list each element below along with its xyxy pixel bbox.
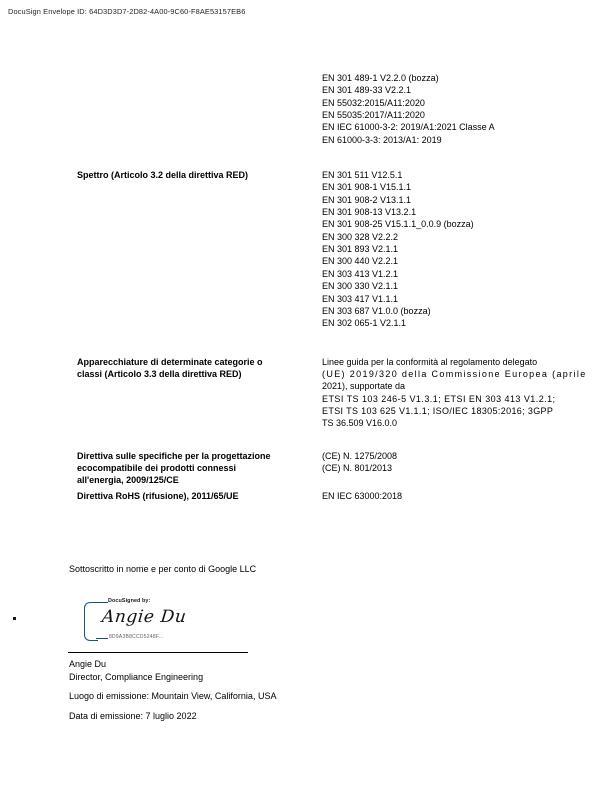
standard-item: EN 301 489-33 V2.2.1 xyxy=(322,85,412,96)
docusign-bracket-icon xyxy=(84,602,98,641)
standards-list xyxy=(322,169,592,329)
section-label-spettro: Spettro (Articolo 3.2 della direttiva RED) xyxy=(77,170,249,181)
signed-on-behalf-text: Sottoscritto in nome e per conto di Google LLC xyxy=(69,564,257,574)
standard-item: EN IEC 61000-3-2: 2019/A1:2021 Classe A xyxy=(322,122,495,133)
standards-list xyxy=(322,72,592,146)
docusign-signature-hash: 8D9A3B8CCD5248F... xyxy=(109,634,164,640)
standard-item: EN 61000-3-3: 2013/A1: 2019 xyxy=(322,134,442,145)
paragraph-line: (UE) 2019/320 della Commissione Europea (aprile xyxy=(322,368,587,379)
standard-item: EN 55035:2017/A11:2020 xyxy=(322,110,425,121)
requirements-table xyxy=(0,72,605,503)
paragraph-line: Linee guida per la conformità al regolamento delegato xyxy=(322,356,538,367)
standard-item: EN 303 413 V1.2.1 xyxy=(322,268,399,279)
standard-item: EN 303 687 V1.0.0 (bozza) xyxy=(322,305,431,316)
guidance-paragraph xyxy=(322,356,592,430)
section-label-rohs: Direttiva RoHS (rifusione), 2011/65/UE xyxy=(77,491,239,502)
standard-item: EN 300 328 V2.2.2 xyxy=(322,231,399,242)
standard-item: EN 301 893 V2.1.1 xyxy=(322,244,399,255)
standard-item: EN 301 908-2 V13.1.1 xyxy=(322,194,412,205)
standard-item: EN 301 908-1 V15.1.1 xyxy=(322,182,412,193)
standard-item: EN 300 330 V2.1.1 xyxy=(322,281,399,292)
standard-item: (CE) N. 1275/2008 xyxy=(322,450,398,461)
standards-list xyxy=(322,490,592,502)
docusign-caption: DocuSigned by: xyxy=(108,598,151,604)
signatory-title: Director, Compliance Engineering xyxy=(69,671,204,682)
table-row xyxy=(0,450,605,486)
signatory-name: Angie Du xyxy=(69,659,107,669)
standards-list xyxy=(322,450,592,475)
table-row xyxy=(0,72,605,146)
section-label-line: all'energia, 2009/125/CE xyxy=(77,475,179,486)
paragraph-line: TS 36.509 V16.0.0 xyxy=(322,418,398,429)
margin-mark xyxy=(13,617,16,620)
section-label-line: ecocompatibile dei prodotti connessi xyxy=(77,462,237,473)
table-row xyxy=(0,169,605,329)
table-row xyxy=(0,490,605,502)
standard-item: EN 55032:2015/A11:2020 xyxy=(322,97,425,108)
section-label-apparecchiature xyxy=(77,356,309,381)
issue-date: Data di emissione: 7 luglio 2022 xyxy=(69,710,197,721)
docusign-top-rule xyxy=(96,602,108,603)
paragraph-line: ETSI TS 103 246-5 V1.3.1; ETSI EN 303 413 V1.2.1; xyxy=(322,393,556,404)
section-label-line: Apparecchiature di determinate categorie o xyxy=(77,356,263,367)
standard-item: EN 302 065-1 V2.1.1 xyxy=(322,318,407,329)
standard-item: EN IEC 63000:2018 xyxy=(322,491,403,502)
standard-item: EN 300 440 V2.2.1 xyxy=(322,256,399,267)
standard-item: EN 303 417 V1.1.1 xyxy=(322,293,399,304)
signatory-details xyxy=(69,658,489,722)
signature-rule xyxy=(68,652,248,653)
section-label-ecodesign xyxy=(77,450,309,487)
standard-item: EN 301 511 V12.5.1 xyxy=(322,170,403,181)
section-label-line: classi (Articolo 3.3 della direttiva RED) xyxy=(77,368,242,379)
handwritten-signature: Angie Du xyxy=(100,607,188,627)
section-label-line: Direttiva sulle specifiche per la progettazione xyxy=(77,450,271,461)
docusign-signature-stamp xyxy=(84,598,206,644)
table-row xyxy=(0,356,605,430)
standard-item: (CE) N. 801/2013 xyxy=(322,462,393,473)
paragraph-line: ETSI TS 103 625 V1.1.1; ISO/IEC 18305:2016; 3GPP xyxy=(322,405,554,416)
docusign-bottom-rule xyxy=(96,638,108,639)
standard-item: EN 301 908-25 V15.1.1_0.0.9 (bozza) xyxy=(322,219,474,230)
standard-item: EN 301 908-13 V13.2.1 xyxy=(322,207,417,218)
paragraph-line: 2021), supportate da xyxy=(322,381,406,392)
docusign-envelope-id: DocuSign Envelope ID: 64D3D3D7-2D82-4A00-9C60-F8AE53157EB6 xyxy=(8,7,246,16)
standard-item: EN 301 489-1 V2.2.0 (bozza) xyxy=(322,73,439,83)
issue-place: Luogo di emissione: Mountain View, California, USA xyxy=(69,691,277,702)
